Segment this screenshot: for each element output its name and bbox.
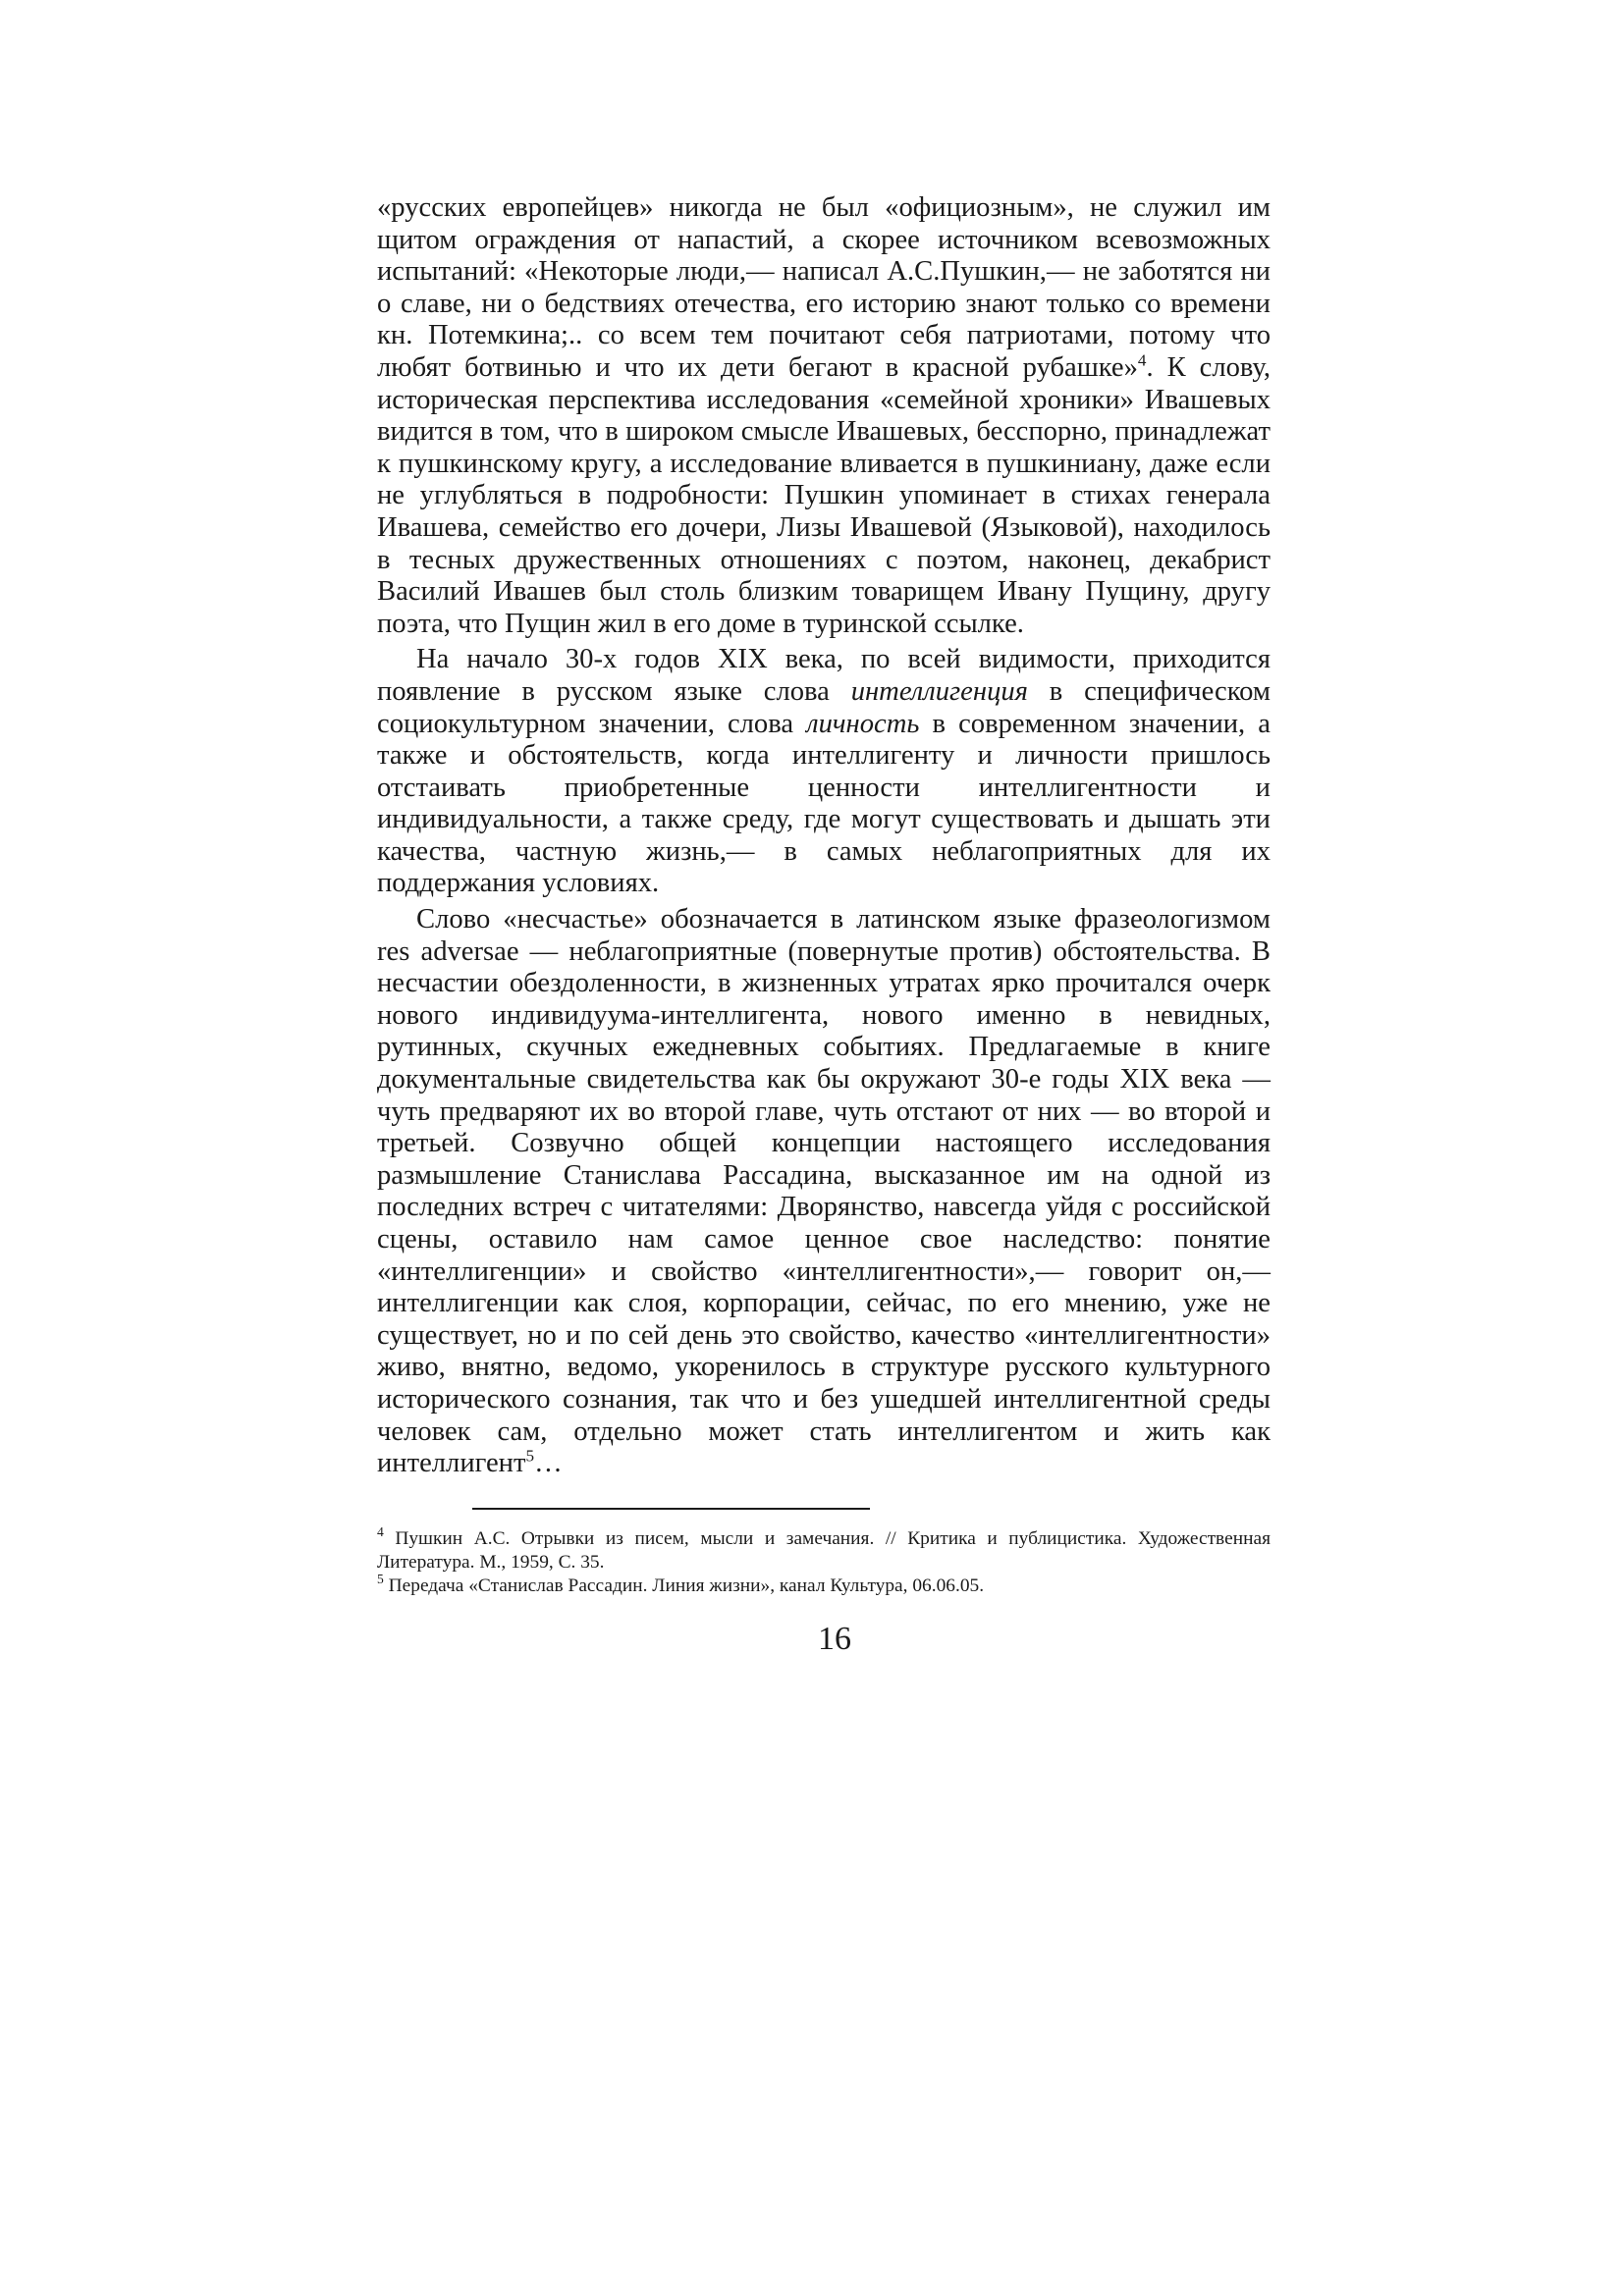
footnote-number: 4 (377, 1523, 384, 1539)
text-run: . К слову, историческая перспектива исследования «семейной хроники» Ивашевых видится в том, что в широком смысле Ивашевых, бесспорно, принадлежат к пушкинскому кругу, а исследование вливается в пушкиниану, даже если не углубляться в подробности: Пушкин упоминает в стихах генерала Ивашева, семейство его дочери, Лизы Ивашевой (Языковой), находилось в тесных дружественных отношениях с поэтом, наконец, декабрист Василий Ивашев был столь близким товарищем Ивану Пущину, другу поэта, что Пущин жил в его доме в туринской ссылке. (377, 351, 1271, 639)
paragraph (377, 644, 1271, 900)
text-run: Слово «несчастье» обозначается в латинском языке фразеологизмом res adversae — неблагоприятные (повернутые против) обстоятельства. В несчастии обездоленности, в жизненных утратах ярко прочитался очерк нового индивидуума-интеллигента, нового именно в невидных, рутинных, скучных ежедневных событиях. Предлагаемые в книге документальные свидетельства как бы окружают 30-е годы XIX века — чуть предваряют их во второй главе, чуть отстают от них — во второй и третьей. Созвучно общей концепции настоящего исследования размышление Станислава Рассадина, высказанное им на одной из последних встреч с читателями: Дворянство, навсегда уйдя с российской сцены, оставило нам самое ценное свое наследство: понятие «интеллигенции» и свойство «интеллигентности»,— говорит он,— интеллигенции как слоя, корпорации, сейчас, по его мнению, уже не существует, но и по сей день это свойство, качество «интеллигентности» живо, внятно, ведомо, укоренилось в структуре русского культурного исторического сознания, так что и без ушедшей интеллигентной среды человек сам, отдельно может стать интеллигентом и жить как интеллигент (377, 904, 1271, 1479)
footnote-text: Пушкин А.С. Отрывки из писем, мысли и замечания. // Критика и публицистика. Художественная Литература. М., 1959, С. 35. (377, 1527, 1271, 1573)
footnote-reference: 5 (525, 1446, 535, 1466)
footnote (377, 1571, 1271, 1598)
italic-term: интеллигенция (850, 675, 1028, 707)
text-run: … (534, 1448, 563, 1479)
footnote-separator (472, 1508, 870, 1510)
body-text (377, 192, 1271, 1480)
text-run: На начало 30-х годов XIX века, по всей видимости, приходится появление в русском языке слова (377, 644, 1271, 707)
text-run: «русских европейцев» никогда не был «официозным», не служил им щитом ограждения от напастий, а скорее источником всевозможных испытаний: «Некоторые люди,— написал А.С.Пушкин,— не заботятся ни о славе, ни о бедствиях отечества, его историю знают только со времени кн. Потемкина;.. со всем тем почитают себя патриотами, потому что любят ботвинью и что их дети бегают в красной рубашке» (377, 192, 1271, 383)
text-run: в специфическом социокультурном значении, слова (377, 675, 1271, 739)
footnote-reference: 4 (1137, 350, 1147, 370)
page-number: 16 (818, 1620, 851, 1657)
footnotes (377, 1523, 1271, 1598)
footnote-number: 5 (377, 1571, 384, 1586)
text-run: в современном значении, а также и обстоятельств, когда интеллигенту и личности пришлось отстаивать приобретенные ценности интеллигентности и индивидуальности, а также среду, где могут существовать и дышать эти качества, частную жизнь,— в самых неблагоприятных для их поддержания условиях. (377, 708, 1271, 899)
footnote (377, 1523, 1271, 1575)
italic-term: личность (806, 708, 920, 739)
footnote-text: Передача «Станислав Рассадин. Линия жизни», канал Культура, 06.06.05. (383, 1575, 985, 1596)
paragraph (377, 904, 1271, 1480)
paragraph (377, 192, 1271, 640)
document-page (377, 192, 1271, 1658)
